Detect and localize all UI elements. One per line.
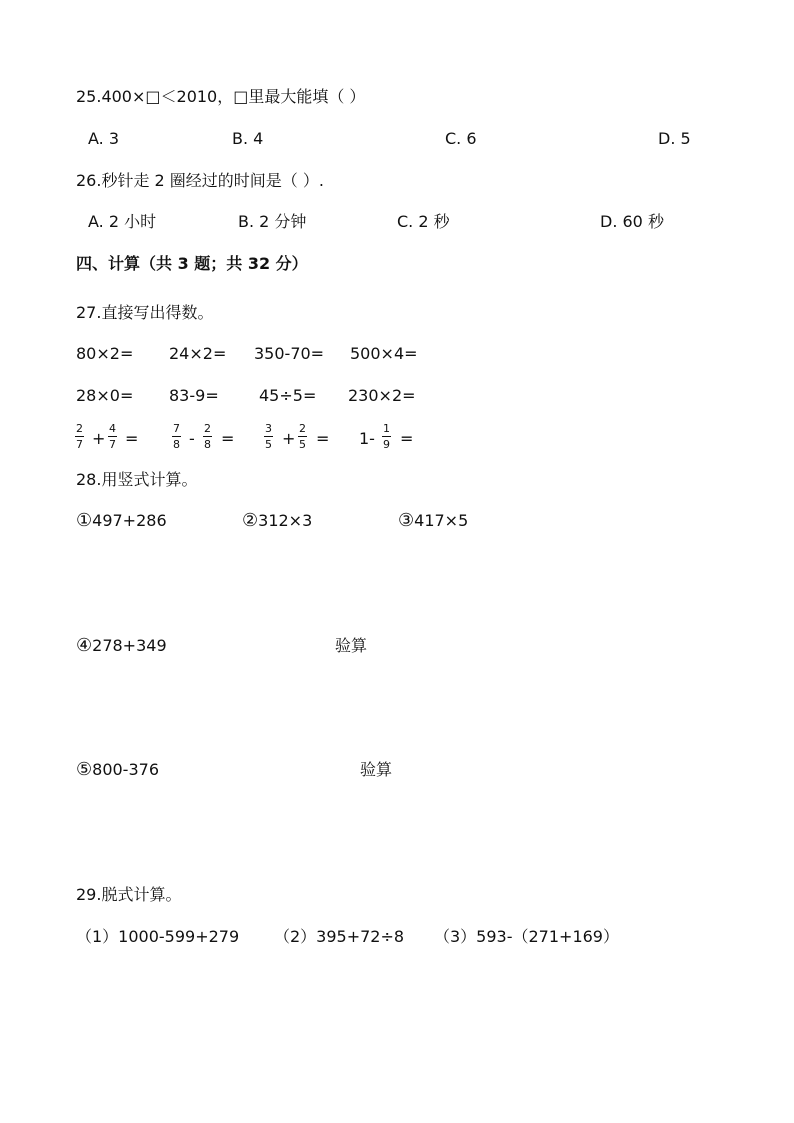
op-equals: = [125, 429, 139, 448]
q27-r2-c2: 83-9= [169, 386, 219, 405]
op-minus: - [189, 429, 195, 448]
fraction-1-9: 1 9 [383, 422, 390, 451]
q29-item-3: （3）593-（271+169） [434, 927, 619, 946]
section-heading: 四、计算（共 3 题；共 32 分） [76, 254, 308, 273]
q28-item-1 [76, 512, 167, 530]
q28-expr: 278+349 [92, 636, 167, 655]
q27-r1-c3: 350-70= [254, 344, 325, 363]
q27-r2-c4: 230×2= [348, 386, 416, 405]
op-equals: = [316, 429, 330, 448]
fraction-2-8: 2 8 [204, 422, 211, 451]
circled-number: ① [76, 510, 93, 531]
fraction-3-5: 3 5 [265, 422, 272, 451]
q28-stem: 28.用竖式计算。 [76, 470, 198, 489]
q27-r1-c1: 80×2= [76, 344, 134, 363]
q26-option-d: D. 60 秒 [600, 212, 664, 231]
fraction-2-7: 2 7 [76, 422, 83, 451]
q25-option-c: C. 6 [445, 129, 477, 148]
fraction-4-7: 4 7 [109, 422, 116, 451]
q29-item-2: （2）395+72÷8 [274, 927, 405, 946]
op-equals: = [221, 429, 235, 448]
q27-r1-c4: 500×4= [350, 344, 418, 363]
circled-number: ④ [76, 635, 93, 656]
q25-option-b: B. 4 [232, 129, 264, 148]
q26-stem: 26.秒针走 2 圈经过的时间是（ ）. [76, 171, 324, 190]
q28-check-5: 验算 [360, 760, 393, 779]
q28-item-4 [76, 637, 167, 655]
fraction-2-5: 2 5 [299, 422, 306, 451]
q29-stem: 29.脱式计算。 [76, 885, 182, 904]
one-minus: 1- [359, 429, 375, 448]
q28-item-3 [398, 512, 468, 530]
q26-option-c: C. 2 秒 [397, 212, 450, 231]
q27-r2-c3: 45÷5= [259, 386, 317, 405]
q27-r1-c2: 24×2= [169, 344, 227, 363]
q27-stem: 27.直接写出得数。 [76, 303, 214, 322]
circled-number: ⑤ [76, 759, 93, 780]
q28-item-2 [242, 512, 312, 530]
op-equals: = [400, 429, 414, 448]
op-plus: + [92, 429, 106, 448]
q25-option-a: A. 3 [88, 129, 120, 148]
op-plus: + [282, 429, 296, 448]
q27-r2-c1: 28×0= [76, 386, 134, 405]
circled-number: ② [242, 510, 259, 531]
q25-stem: 25.400×□＜2010，□里最大能填（ ） [76, 87, 366, 106]
circled-number: ③ [398, 510, 415, 531]
q28-expr: 312×3 [258, 511, 313, 530]
fraction-7-8: 7 8 [173, 422, 180, 451]
q26-option-a: A. 2 小时 [88, 212, 157, 231]
q28-expr: 800-376 [92, 760, 159, 779]
q28-expr: 417×5 [414, 511, 469, 530]
q28-check-4: 验算 [335, 636, 368, 655]
q25-option-d: D. 5 [658, 129, 691, 148]
q29-item-1: （1）1000-599+279 [76, 927, 240, 946]
q28-item-5 [76, 761, 159, 779]
q28-expr: 497+286 [92, 511, 167, 530]
q26-option-b: B. 2 分钟 [238, 212, 307, 231]
